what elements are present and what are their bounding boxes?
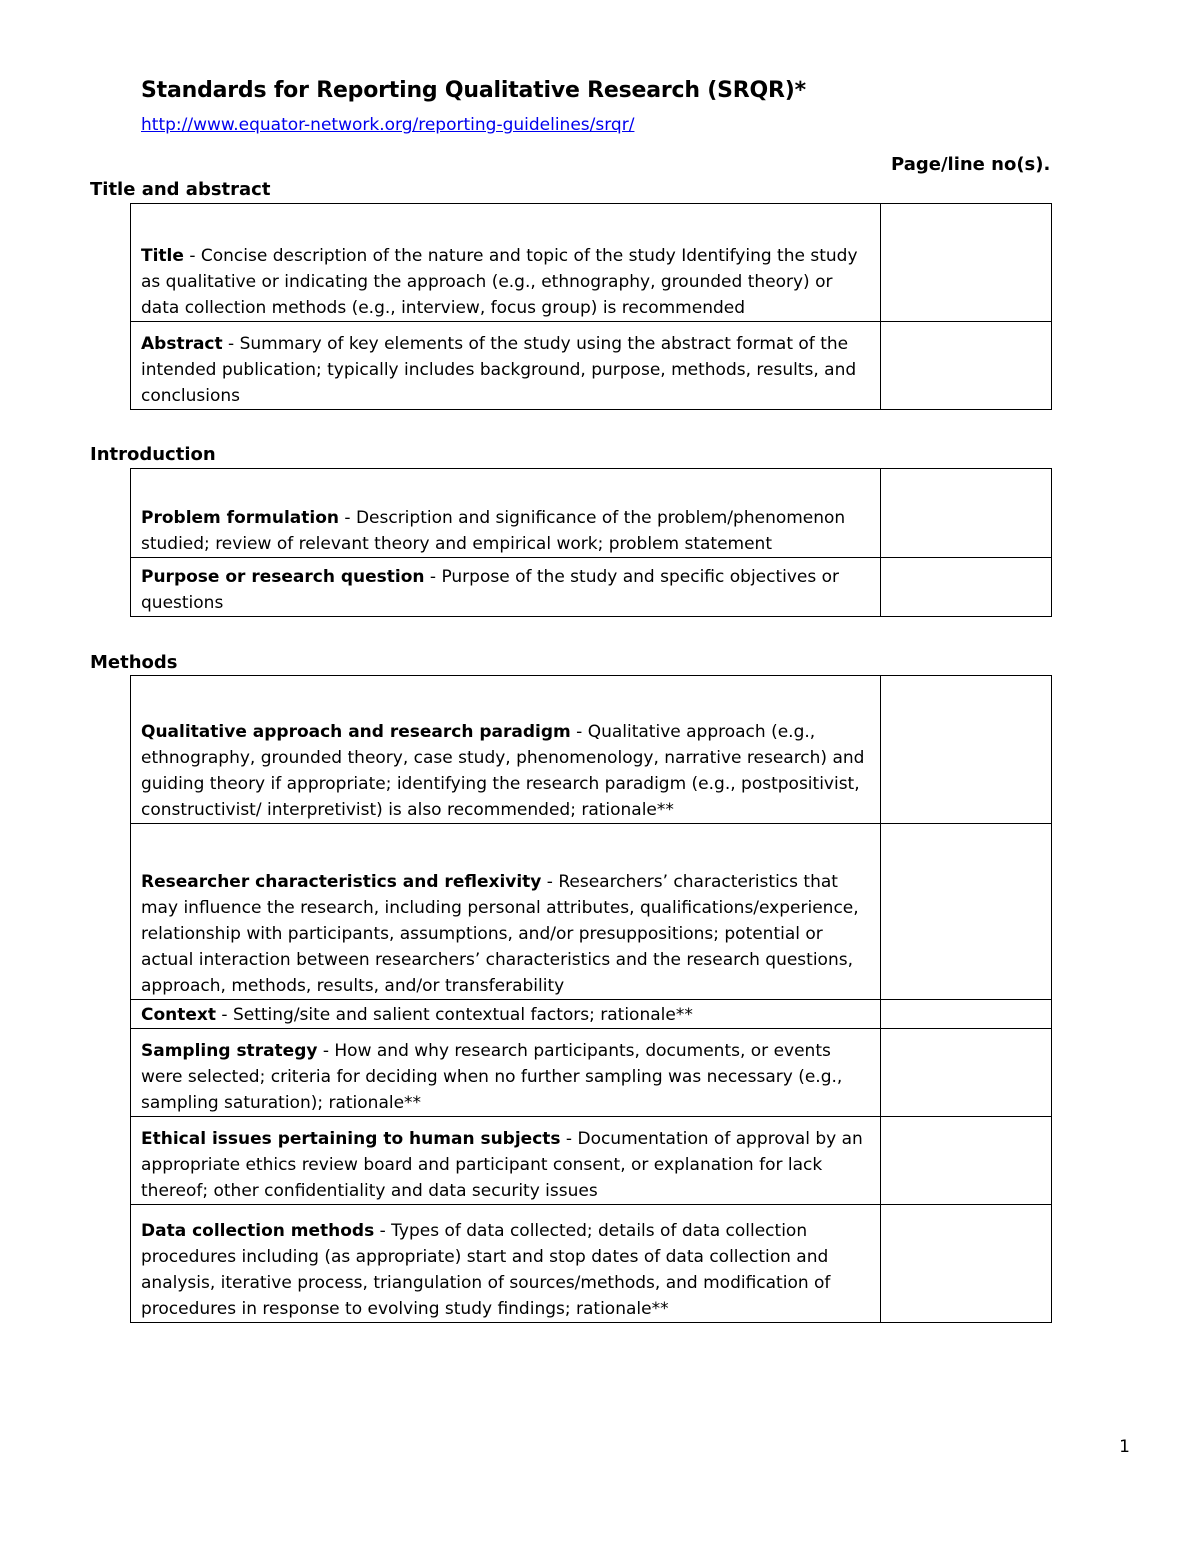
guideline-url-link[interactable]: http://www.equator-network.org/reporting-guidelines/srqr/ — [141, 115, 635, 135]
item-description: - Description and significance of the problem/phenomenon studied; review of relevant theory and empirical work; problem statement — [141, 508, 846, 554]
item-cell — [131, 1000, 881, 1029]
item-description: - Researchers’ characteristics that may influence the research, including personal attributes, qualifications/experience, relationship with participants, assumptions, and/or presuppositions; potential or actual interaction between researchers’ characteristics and the research questions, approach, methods, results, and/or transferability — [141, 872, 859, 996]
page-title: Standards for Reporting Qualitative Research (SRQR)* — [141, 78, 806, 103]
item-description: - Setting/site and salient contextual factors; rationale** — [216, 1005, 693, 1025]
item-name: Qualitative approach and research paradigm — [141, 722, 571, 742]
checklist-row — [131, 676, 1052, 824]
item-name: Purpose or research question — [141, 567, 425, 587]
item-cell — [131, 322, 881, 410]
page-line-entry-cell[interactable] — [881, 204, 1052, 322]
checklist-row — [131, 1000, 1052, 1029]
checklist-row — [131, 469, 1052, 558]
item-description: - Purpose of the study and specific objectives or questions — [141, 567, 840, 613]
page-line-entry-cell[interactable] — [881, 824, 1052, 1000]
item-name: Ethical issues pertaining to human subjects — [141, 1129, 561, 1149]
section-heading-title-abstract: Title and abstract — [90, 179, 271, 200]
item-cell — [131, 204, 881, 322]
page-line-entry-cell[interactable] — [881, 1029, 1052, 1117]
page-line-entry-cell[interactable] — [881, 1205, 1052, 1323]
item-name: Context — [141, 1005, 217, 1025]
item-name: Abstract — [141, 334, 223, 354]
checklist-row — [131, 558, 1052, 617]
checklist-table-title-abstract — [130, 203, 1052, 410]
checklist-row — [131, 824, 1052, 1000]
page-line-column-header: Page/line no(s). — [891, 154, 1051, 175]
page-line-entry-cell[interactable] — [881, 1117, 1052, 1205]
section-heading-introduction: Introduction — [90, 444, 216, 465]
item-name: Title — [141, 246, 184, 266]
page-line-entry-cell[interactable] — [881, 676, 1052, 824]
checklist-table-methods — [130, 675, 1052, 1323]
item-name: Problem formulation — [141, 508, 339, 528]
page-line-entry-cell[interactable] — [881, 322, 1052, 410]
item-cell — [131, 1029, 881, 1117]
checklist-table-introduction — [130, 468, 1052, 617]
section-heading-methods: Methods — [90, 652, 178, 673]
page-number: 1 — [1119, 1437, 1130, 1457]
checklist-row — [131, 1029, 1052, 1117]
page-line-entry-cell[interactable] — [881, 558, 1052, 617]
checklist-row — [131, 1205, 1052, 1323]
checklist-row — [131, 322, 1052, 410]
item-description: - Concise description of the nature and topic of the study Identifying the study as qualitative or indicating the approach (e.g., ethnography, grounded theory) or data collection methods (e.g., interview, focus group) is recommended — [141, 246, 858, 318]
item-cell — [131, 558, 881, 617]
checklist-row — [131, 204, 1052, 322]
item-cell — [131, 824, 881, 1000]
item-description: - Documentation of approval by an appropriate ethics review board and participant consent, or explanation for lack thereof; other confidentiality and data security issues — [141, 1129, 863, 1201]
item-cell — [131, 676, 881, 824]
item-description: - Qualitative approach (e.g., ethnography, grounded theory, case study, phenomenology, narrative research) and guiding theory if appropriate; identifying the research paradigm (e.g., postpositivist, constructivist/ interpretivist) is also recommended; rationale** — [141, 722, 865, 820]
item-description: - Types of data collected; details of data collection procedures including (as appropriate) start and stop dates of data collection and analysis, iterative process, triangulation of sources/methods, and modification of procedures in response to evolving study findings; rationale** — [141, 1221, 831, 1319]
item-name: Researcher characteristics and reflexivity — [141, 872, 542, 892]
page-line-entry-cell[interactable] — [881, 1000, 1052, 1029]
item-description: - Summary of key elements of the study using the abstract format of the intended publication; typically includes background, purpose, methods, results, and conclusions — [141, 334, 857, 406]
page-line-entry-cell[interactable] — [881, 469, 1052, 558]
item-name: Sampling strategy — [141, 1041, 318, 1061]
item-cell — [131, 469, 881, 558]
item-name: Data collection methods — [141, 1221, 375, 1241]
checklist-row — [131, 1117, 1052, 1205]
item-description: - How and why research participants, documents, or events were selected; criteria for deciding when no further sampling was necessary (e.g., sampling saturation); rationale** — [141, 1041, 843, 1113]
item-cell — [131, 1205, 881, 1323]
item-cell — [131, 1117, 881, 1205]
